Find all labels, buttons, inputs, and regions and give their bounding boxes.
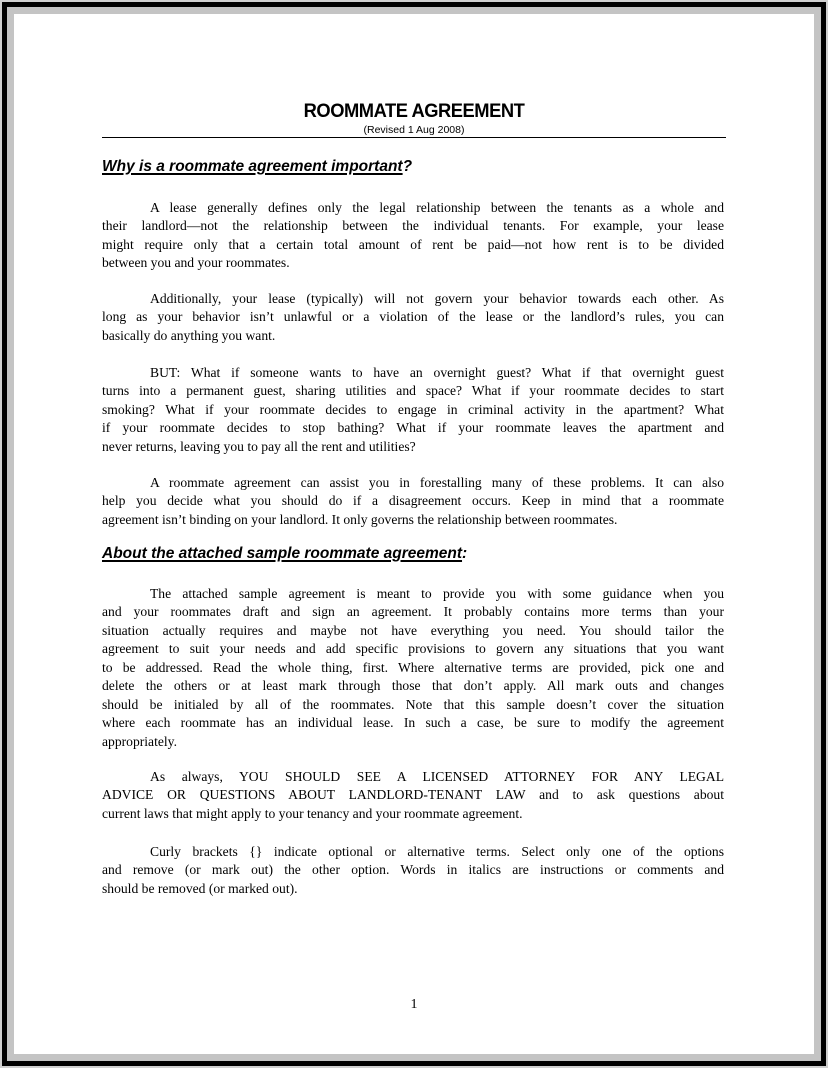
document-title: ROOMMATE AGREEMENT bbox=[303, 100, 525, 122]
paragraph-line: basically do anything you want. bbox=[102, 327, 276, 343]
paragraph-line: As always, YOU SHOULD SEE A LICENSED ATTORNEY FOR ANY LEGAL bbox=[150, 769, 724, 784]
paragraph-line: never returns, leaving you to pay all the rent and utilities? bbox=[102, 438, 416, 454]
section-heading-punctuation: ? bbox=[402, 158, 413, 175]
paragraph-line: between you and your roommates. bbox=[102, 255, 290, 271]
title-divider bbox=[102, 137, 726, 138]
page-number: 1 bbox=[410, 997, 418, 1012]
paragraph-line: A lease generally defines only the legal relationship between the tenants as a whole and bbox=[150, 200, 724, 215]
paragraph-line: where each roommate has an individual lease. In such a case, be sure to modify the agreement bbox=[102, 715, 724, 731]
paragraph-line: BUT: What if someone wants to have an overnight guest? What if that overnight guest bbox=[150, 365, 724, 380]
paragraph-line: delete the others or at least mark through those that don’t apply. All mark outs and changes bbox=[102, 678, 724, 694]
paragraph-line: and your roommates draft and sign an agreement. It probably contains more terms than your bbox=[102, 604, 724, 620]
paragraph-line: and remove (or mark out) the other option. Words in italics are instructions or comments and bbox=[102, 862, 724, 878]
section-heading bbox=[102, 545, 467, 563]
paragraph-line: their landlord—not the relationship between the individual tenants. For example, your lease bbox=[102, 218, 724, 234]
paragraph-line: The attached sample agreement is meant to provide you with some guidance when you bbox=[150, 586, 724, 601]
section-heading-punctuation: : bbox=[462, 545, 468, 562]
paragraph-line: Additionally, your lease (typically) will not govern your behavior towards each other. As bbox=[150, 291, 724, 306]
paragraph-line: to be addressed. Read the whole thing, first. Where alternative terms are provided, pick one and bbox=[102, 659, 724, 675]
paragraph-line: might require only that a certain total amount of rent be paid—not how rent is to be divided bbox=[102, 236, 724, 252]
document-revision-date: (Revised 1 Aug 2008) bbox=[363, 124, 465, 136]
paragraph-line: turns into a permanent guest, sharing utilities and space? What if your roommate decides to start bbox=[102, 383, 724, 399]
paragraph-line: agreement isn’t binding on your landlord. It only governs the relationship between roommates. bbox=[102, 511, 618, 527]
paragraph-line: current laws that might apply to your tenancy and your roommate agreement. bbox=[102, 805, 523, 821]
section-heading bbox=[102, 158, 412, 176]
paragraph-line: ADVICE OR QUESTIONS ABOUT LANDLORD-TENANT LAW and to ask questions about bbox=[102, 787, 724, 803]
paragraph-line: if your roommate decides to stop bathing? What if your roommate leaves the apartment and bbox=[102, 420, 724, 436]
paragraph-line: Curly brackets {} indicate optional or alternative terms. Select only one of the options bbox=[150, 844, 724, 859]
paragraph-line: smoking? What if your roommate decides to engage in criminal activity in the apartment? What bbox=[102, 401, 724, 417]
paragraph-line: help you decide what you should do if a disagreement occurs. Keep in mind that a roommate bbox=[102, 493, 724, 509]
paragraph-line: should be initialed by all of the roommates. Note that this sample doesn’t cover the situation bbox=[102, 696, 724, 712]
section-heading-text: About the attached sample roommate agreement bbox=[102, 545, 463, 562]
paragraph-line: long as your behavior isn’t unlawful or a violation of the lease or the landlord’s rules, you can bbox=[102, 309, 724, 325]
paragraph-line: appropriately. bbox=[102, 733, 177, 749]
section-heading-text: Why is a roommate agreement important bbox=[102, 158, 403, 175]
paragraph-line: situation actually requires and maybe not have everything you need. You should tailor the bbox=[102, 622, 724, 638]
paragraph-line: should be removed (or marked out). bbox=[102, 880, 298, 896]
paragraph-line: A roommate agreement can assist you in forestalling many of these problems. It can also bbox=[150, 475, 724, 490]
paragraph-line: agreement to suit your needs and add specific provisions to govern any situations that you want bbox=[102, 641, 724, 657]
